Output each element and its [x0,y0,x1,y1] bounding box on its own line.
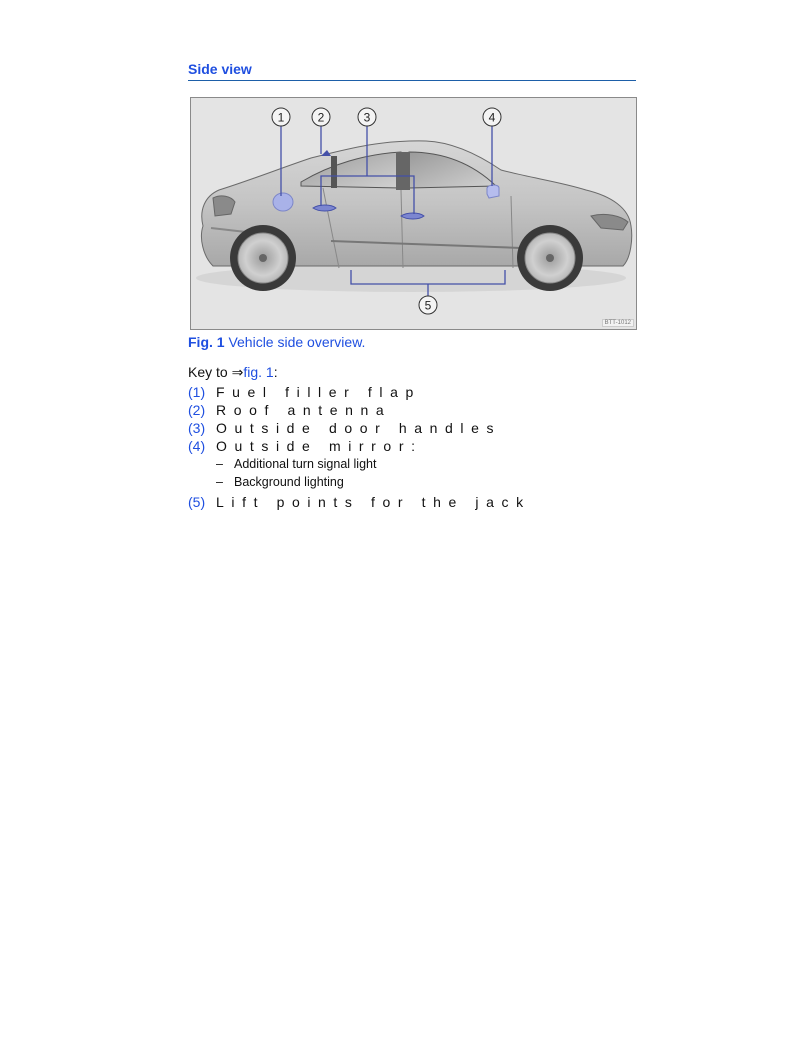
legend-text: Outside door handles [216,420,502,436]
section-heading: Side view [188,60,636,81]
key-intro [188,364,278,381]
legend-number: (2) [188,402,206,418]
dash-bullet: – [216,475,223,489]
svg-text:4: 4 [488,110,496,125]
key-suffix: : [273,364,278,380]
legend-text: Lift points for the jack [216,494,531,510]
subitem-text: Background lighting [234,475,344,489]
legend-item-outside-mirror [188,437,648,455]
legend-list [188,383,648,511]
arrow-icon: ⇒ [231,364,244,380]
key-prefix: Key to [188,364,232,380]
car-illustration [191,98,636,329]
svg-text:2: 2 [317,110,325,125]
figure-link[interactable]: fig. 1 [243,364,274,380]
legend-item-fuel-filler-flap [188,383,648,401]
caption-text: Vehicle side overview. [224,334,366,350]
subitem-turn-signal [188,455,648,473]
svg-text:5: 5 [424,298,432,313]
callout-3 [358,108,376,126]
legend-text: Roof antenna [216,402,392,418]
mirror-subitems [188,455,648,491]
subitem-background-lighting [188,473,648,491]
callout-1 [272,108,290,126]
legend-number: (4) [188,438,206,454]
legend-item-door-handles [188,419,648,437]
figure-caption [188,334,365,351]
legend-text: Outside mirror: [216,438,423,454]
callout-5 [419,296,437,314]
callout-4 [483,108,501,126]
legend-number: (1) [188,384,206,400]
subitem-text: Additional turn signal light [234,457,377,471]
legend-item-roof-antenna [188,401,648,419]
svg-text:1: 1 [277,110,285,125]
dash-bullet: – [216,457,223,471]
vehicle-side-figure [190,97,637,330]
legend-number: (5) [188,494,206,510]
callout-2 [312,108,330,126]
caption-label: Fig. 1 [188,334,225,350]
legend-number: (3) [188,420,206,436]
svg-text:3: 3 [363,110,371,125]
legend-text: Fuel filler flap [216,384,421,400]
figure-code: BTT-1012 [602,319,634,327]
legend-item-lift-points [188,493,648,511]
